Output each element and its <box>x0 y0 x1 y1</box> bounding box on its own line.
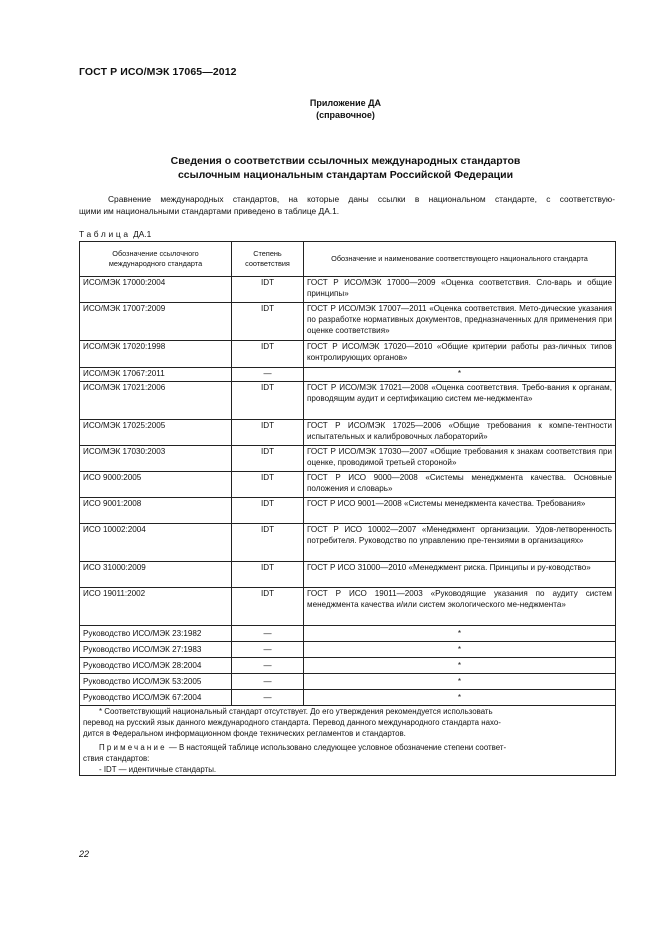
intl-standard-cell: Руководство ИСО/МЭК 67:2004 <box>80 690 232 706</box>
correspondence-table <box>79 241 616 776</box>
national-standard-cell: ГОСТ Р ИСО 9000—2008 «Системы менеджмента качества. Основные положения и словарь» <box>304 472 616 498</box>
intl-standard-cell: Руководство ИСО/МЭК 53:2005 <box>80 674 232 690</box>
annex-subtitle: (справочное) <box>316 109 375 120</box>
intro-line1: Сравнение международных стандартов, на которые даны ссылки в национальном стандарте, с соответствую- <box>108 194 615 204</box>
intl-standard-cell: ИСО/МЭК 17067:2011 <box>80 368 232 382</box>
footnote-line2: перевод на русский язык данного международного стандарта. Перевод данного международного стандарта нахо- <box>83 718 501 727</box>
degree-cell: IDT <box>232 472 304 498</box>
degree-cell: IDT <box>232 524 304 562</box>
table-row <box>80 446 616 472</box>
degree-cell: — <box>232 690 304 706</box>
section-title-line2: ссылочным национальным стандартам Российской Федерации <box>177 168 514 181</box>
note-list-item: - IDT — идентичные стандарты. <box>99 765 217 774</box>
intl-standard-cell: ИСО/МЭК 17007:2009 <box>80 303 232 341</box>
intl-standard-cell: ИСО 9001:2008 <box>80 498 232 524</box>
degree-cell: IDT <box>232 341 304 368</box>
table-row <box>80 277 616 303</box>
intl-standard-cell: ИСО/МЭК 17030:2003 <box>80 446 232 472</box>
national-standard-cell: * <box>304 674 616 690</box>
degree-cell: IDT <box>232 420 304 446</box>
annex-heading <box>0 98 661 121</box>
intl-standard-cell: ИСО/МЭК 17021:2006 <box>80 382 232 420</box>
degree-cell: — <box>232 674 304 690</box>
header-national-standard: Обозначение и наименование соответствующего национального стандарта <box>304 242 616 277</box>
table-row <box>80 690 616 706</box>
footnote-line1: * Соответствующий национальный стандарт отсутствует. До его утверждения рекомендуется использовать <box>99 707 493 716</box>
intl-standard-cell: ИСО 31000:2009 <box>80 562 232 588</box>
table-header-row <box>80 242 616 277</box>
intl-standard-cell: ИСО 9000:2005 <box>80 472 232 498</box>
table-row <box>80 420 616 446</box>
intro-line2: щими им национальными стандартами приведено в таблице ДА.1. <box>79 206 340 217</box>
degree-cell: IDT <box>232 277 304 303</box>
table-row <box>80 382 616 420</box>
table-row <box>80 658 616 674</box>
table-caption-word: Таблица <box>79 229 131 239</box>
degree-cell: IDT <box>232 382 304 420</box>
national-standard-cell: ГОСТ Р ИСО/МЭК 17000—2009 «Оценка соответствия. Сло-варь и общие принципы» <box>304 277 616 303</box>
header-degree: Степень соответствия <box>232 242 304 277</box>
national-standard-cell: * <box>304 642 616 658</box>
table-note <box>83 742 612 753</box>
table-row <box>80 626 616 642</box>
table-caption-id: ДА.1 <box>133 229 152 239</box>
note-label: Примечание <box>99 743 167 752</box>
table-row <box>80 498 616 524</box>
table-row <box>80 341 616 368</box>
table-row <box>80 674 616 690</box>
page-number: 22 <box>79 849 90 859</box>
intl-standard-cell: ИСО/МЭК 17025:2005 <box>80 420 232 446</box>
national-standard-cell: * <box>304 626 616 642</box>
national-standard-cell: ГОСТ Р ИСО/МЭК 17030—2007 «Общие требования к знакам соответствия при оценке, проводимой третьей стороной» <box>304 446 616 472</box>
table-row <box>80 472 616 498</box>
national-standard-cell: * <box>304 368 616 382</box>
intl-standard-cell: ИСО/МЭК 17000:2004 <box>80 277 232 303</box>
intl-standard-cell: ИСО 19011:2002 <box>80 588 232 626</box>
degree-cell: IDT <box>232 446 304 472</box>
intl-standard-cell: ИСО/МЭК 17020:1998 <box>80 341 232 368</box>
national-standard-cell: ГОСТ Р ИСО 10002—2007 «Менеджмент организации. Удов-летворенность потребителя. Руководство по управлению пре-тензиями в организациях» <box>304 524 616 562</box>
degree-cell: IDT <box>232 498 304 524</box>
degree-cell: — <box>232 642 304 658</box>
table-caption <box>79 229 151 239</box>
degree-cell: — <box>232 658 304 674</box>
national-standard-cell: ГОСТ Р ИСО 19011—2003 «Руководящие указания по аудиту систем менеджмента качества и/или систем экологического ме-неджмента» <box>304 588 616 626</box>
national-standard-cell: ГОСТ Р ИСО 31000—2010 «Менеджмент риска. Принципы и ру-ководство» <box>304 562 616 588</box>
national-standard-cell: ГОСТ Р ИСО/МЭК 17007—2011 «Оценка соответствия. Мето-дические указания по разработке нормативных документов, предназначенных для применения при оценке соответствия» <box>304 303 616 341</box>
note-text2: ствия стандартов: <box>83 754 150 763</box>
intl-standard-cell: Руководство ИСО/МЭК 27:1983 <box>80 642 232 658</box>
document-code: ГОСТ Р ИСО/МЭК 17065—2012 <box>79 66 237 78</box>
national-standard-cell: * <box>304 658 616 674</box>
header-intl-standard: Обозначение ссылочного международного стандарта <box>80 242 232 277</box>
national-standard-cell: ГОСТ Р ИСО/МЭК 17021—2008 «Оценка соответствия. Требо-вания к органам, проводящим аудит и сертификацию систем ме-неджмента» <box>304 382 616 420</box>
degree-cell: — <box>232 368 304 382</box>
intl-standard-cell: Руководство ИСО/МЭК 23:1982 <box>80 626 232 642</box>
national-standard-cell: ГОСТ Р ИСО/МЭК 17020—2010 «Общие критерии работы раз-личных типов контролирующих органов» <box>304 341 616 368</box>
degree-cell: IDT <box>232 588 304 626</box>
table-row <box>80 368 616 382</box>
intro-paragraph <box>79 193 615 218</box>
section-title <box>0 155 661 182</box>
intl-standard-cell: Руководство ИСО/МЭК 28:2004 <box>80 658 232 674</box>
table-row <box>80 562 616 588</box>
table-row <box>80 642 616 658</box>
footnote-cell <box>80 706 616 776</box>
intl-standard-cell: ИСО 10002:2004 <box>80 524 232 562</box>
section-title-line1: Сведения о соответствии ссылочных международных стандартов <box>170 155 521 167</box>
national-standard-cell: * <box>304 690 616 706</box>
degree-cell: IDT <box>232 562 304 588</box>
national-standard-cell: ГОСТ Р ИСО/МЭК 17025—2006 «Общие требования к компе-тентности испытательных и калибровочных лабораторий» <box>304 420 616 446</box>
degree-cell: IDT <box>232 303 304 341</box>
note-text1: — В настоящей таблице использовано следующее условное обозначение степени соответ- <box>166 743 507 752</box>
annex-title: Приложение ДА <box>309 98 382 108</box>
table-row <box>80 588 616 626</box>
table-row <box>80 524 616 562</box>
national-standard-cell: ГОСТ Р ИСО 9001—2008 «Системы менеджмента качества. Требования» <box>304 498 616 524</box>
table-row <box>80 303 616 341</box>
footnote-line3: дится в Федеральном информационном фонде технических регламентов и стандартов. <box>83 729 406 738</box>
degree-cell: — <box>232 626 304 642</box>
table-footnote-row <box>80 706 616 776</box>
